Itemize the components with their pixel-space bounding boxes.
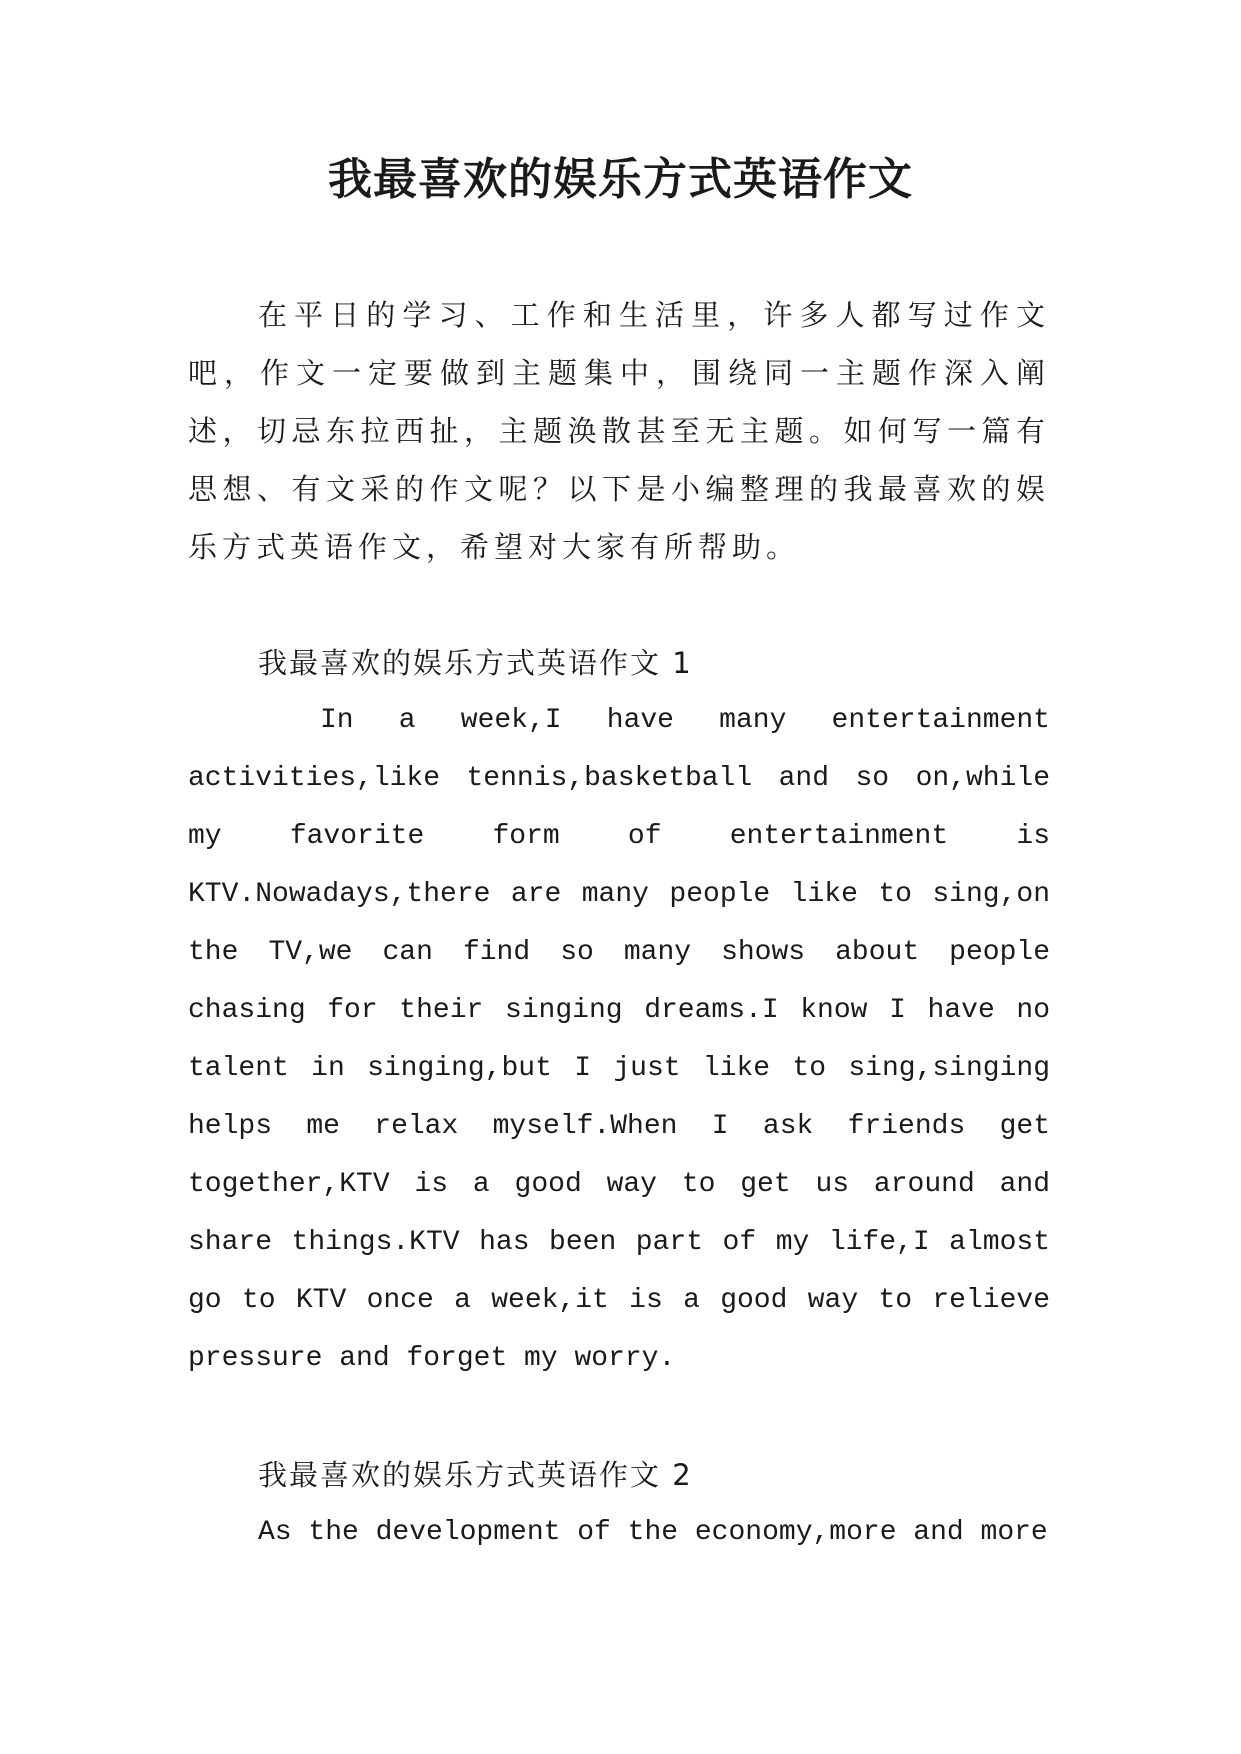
- document-body: [188, 286, 1050, 1562]
- essay-2-heading: 我最喜欢的娱乐方式英语作文 2: [258, 1458, 693, 1492]
- document-title: 我最喜欢的娱乐方式英语作文: [328, 154, 913, 205]
- essay-2: [188, 1446, 1050, 1562]
- intro-paragraph: 在平日的学习、工作和生活里，许多人都写过作文吧，作文一定要做到主题集中，围绕同一主题作深入阐述，切忌东拉西扯，主题涣散甚至无主题。如何写一篇有思想、有文采的作文呢？以下是小编整理的我最喜欢的娱乐方式英语作文，希望对大家有所帮助。: [188, 298, 1050, 564]
- paragraph-spacer: [188, 576, 1050, 634]
- essay-1: [188, 634, 1050, 1388]
- essay-1-body: In a week,I have many entertainment activities,like tennis,basketball and so on,while my favorite form of entertainment is KTV.Nowadays,there are many people like to sing,on the TV,we can find so many shows about people chasing for their singing dreams.I know I have no talent in singing,but I just like to sing,singing helps me relax myself.When I ask friends get together,KTV is a good way to get us around and share things.KTV has been part of my life,I almost go to KTV once a week,it is a good way to relieve pressure and forget my worry.: [188, 705, 1050, 1374]
- essay-2-body: As the development of the economy,more and more: [258, 1517, 1048, 1548]
- essay-1-heading: 我最喜欢的娱乐方式英语作文 1: [258, 646, 693, 680]
- paragraph-spacer: [188, 1388, 1050, 1446]
